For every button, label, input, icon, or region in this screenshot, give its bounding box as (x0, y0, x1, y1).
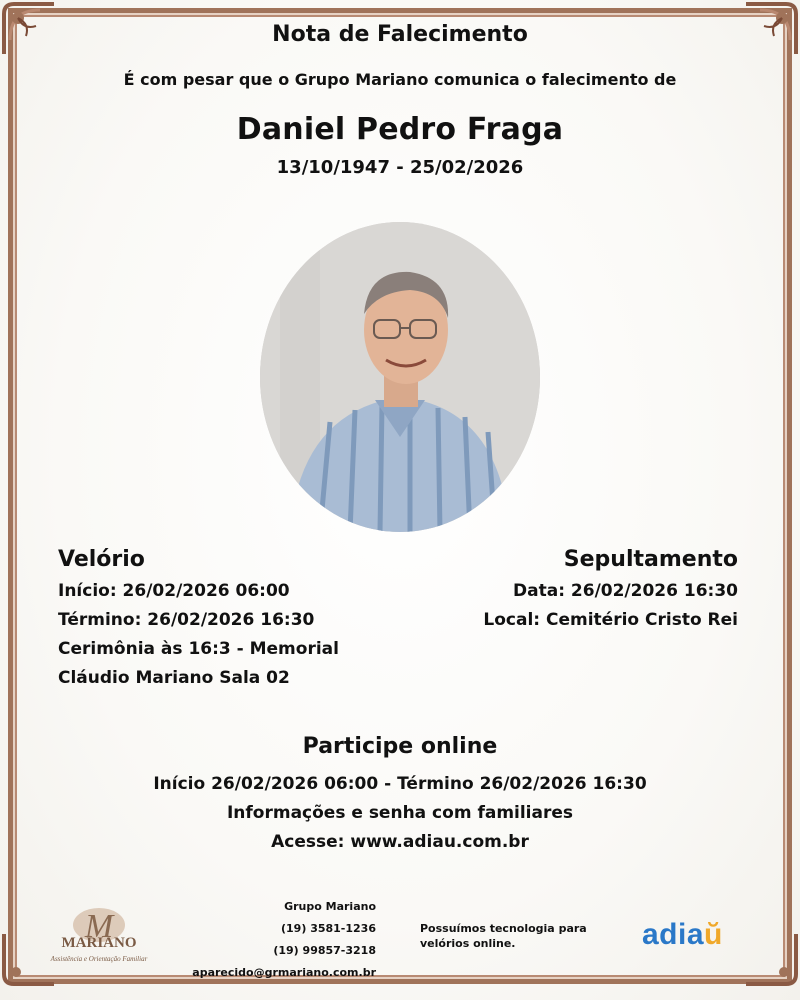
ornamental-corner-icon (742, 930, 800, 988)
sepultamento-heading: Sepultamento (563, 547, 738, 572)
phone-1[interactable]: (19) 3581-1236 (281, 922, 376, 935)
mariano-logo (44, 905, 154, 970)
online-info: Informações e senha com familiares (226, 803, 574, 823)
page-title: Nota de Falecimento (272, 22, 528, 47)
portrait-illustration (260, 222, 540, 532)
velorio-section (58, 545, 378, 693)
company-name: Grupo Mariano (284, 900, 376, 913)
online-heading: Participe online (302, 734, 498, 759)
adiau-logo-suffix: ŭ (704, 918, 723, 951)
svg-text:M: M (84, 908, 114, 945)
adiau-logo-prefix: adia (642, 918, 705, 951)
mariano-logo-tagline: Assistência e Orientação Familiar (50, 955, 148, 963)
mariano-logo-text: MARIANO (61, 935, 137, 951)
velorio-local: Cláudio Mariano Sala 02 (58, 668, 290, 688)
deceased-name: Daniel Pedro Fraga (236, 112, 564, 147)
sepultamento-data: Data: 26/02/2026 16:30 (513, 581, 738, 601)
velorio-termino: Término: 26/02/2026 16:30 (58, 610, 315, 630)
life-dates: 13/10/1947 - 25/02/2026 (276, 157, 524, 178)
adiau-logo (642, 918, 723, 952)
intro-text: É com pesar que o Grupo Mariano comunica o falecimento de (123, 70, 677, 89)
email[interactable]: aparecido@grmariano.com.br (192, 966, 376, 979)
online-period: Início 26/02/2026 06:00 - Término 26/02/2026 16:30 (153, 774, 647, 794)
portrait-photo (260, 222, 540, 532)
velorio-inicio: Início: 26/02/2026 06:00 (58, 581, 290, 601)
velorio-cerimonia: Cerimônia às 16:3 - Memorial (58, 639, 339, 659)
velorio-heading: Velório (58, 547, 145, 572)
sepultamento-section (418, 545, 738, 635)
tech-note: Possuímos tecnologia para velórios online. (420, 922, 587, 950)
contact-block (192, 896, 376, 984)
online-access-link[interactable]: Acesse: www.adiau.com.br (271, 832, 529, 852)
phone-2[interactable]: (19) 99857-3218 (273, 944, 376, 957)
sepultamento-local: Local: Cemitério Cristo Rei (483, 610, 738, 630)
